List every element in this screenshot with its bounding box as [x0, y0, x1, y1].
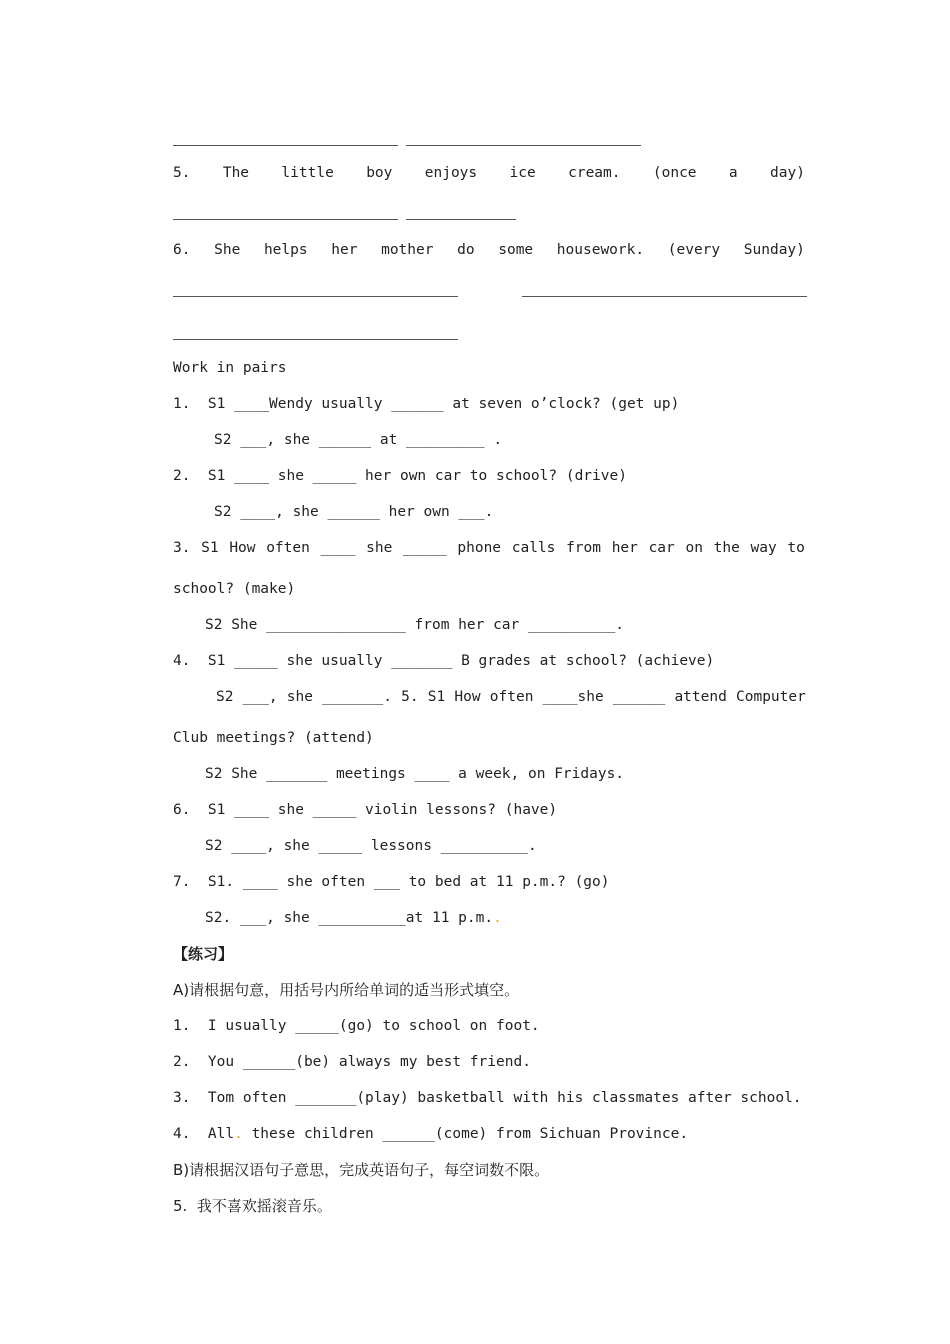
pair-answer-4-word: Computer [736, 689, 806, 705]
question-6-word: helps [263, 242, 308, 258]
question-5-word: ice [509, 165, 536, 181]
pair-question-3-word: the [713, 540, 740, 556]
pair-answer-6: S2 ____, she _____ lessons __________. [205, 838, 537, 854]
practice-heading: 【练习】 [173, 945, 234, 963]
pair-answer-5: S2 She _______ meetings ____ a week, on Fridays. [205, 766, 625, 782]
question-5-word: cream. [568, 165, 621, 181]
question-5-word: (once [652, 165, 697, 181]
practice-a-2: 2. You ______(be) always my best friend. [173, 1054, 531, 1070]
question-6-word: do [457, 242, 475, 258]
pair-question-3-word: to [787, 540, 805, 556]
pair-answer-4-word: ___, [242, 689, 278, 705]
pair-question-7: 7. S1. ____ she often ___ to bed at 11 p.m.? (go) [173, 874, 610, 890]
question-6-word: her [331, 242, 358, 258]
pair-question-3-word: she [366, 540, 393, 556]
pair-answer-4-word: she [286, 689, 313, 705]
answer-line [173, 219, 398, 220]
practice-a-4 [173, 1124, 807, 1144]
question-6-word: She [214, 242, 241, 258]
pair-answer-7-text: S2. ___, she __________at 11 p.m. [205, 910, 494, 926]
practice-b-5: 5. 我不喜欢摇滚音乐。 [173, 1197, 332, 1215]
question-6-word: some [498, 242, 534, 258]
question-5-word: little [281, 165, 334, 181]
question-6 [173, 240, 805, 260]
pair-question-3-word: How [229, 540, 256, 556]
pair-answer-2: S2 ____, she ______ her own ___. [214, 504, 494, 520]
pair-question-3-word: ____ [320, 540, 356, 556]
pair-answer-4-word: attend [674, 689, 727, 705]
pair-question-6: 6. S1 ____ she _____ violin lessons? (have) [173, 802, 558, 818]
question-5 [173, 163, 805, 183]
practice-b-instruction: B)请根据汉语句子意思，完成英语句子，每空词数不限。 [173, 1161, 550, 1179]
question-5-word: 5. [173, 165, 191, 181]
answer-line [173, 145, 398, 146]
pair-question-5-cont: Club meetings? (attend) [173, 730, 374, 746]
pair-question-3-word: on [685, 540, 703, 556]
highlight-dot: . [234, 1126, 243, 1142]
question-6-word: housework. [556, 242, 645, 258]
practice-a-1: 1. I usually _____(go) to school on foot. [173, 1018, 540, 1034]
pair-answer-1: S2 ___, she ______ at _________ . [214, 432, 503, 448]
pair-question-3 [173, 538, 805, 558]
pair-question-3-word: car [648, 540, 675, 556]
section-heading: Work in pairs [173, 360, 287, 376]
pair-question-3-word: from [566, 540, 601, 556]
pair-question-2: 2. S1 ____ she _____ her own car to school? (drive) [173, 468, 627, 484]
pair-answer-4-word: S1 [427, 689, 446, 705]
pair-answer-4-word: 5. [401, 689, 419, 705]
pair-answer-4-word: ____she [542, 689, 604, 705]
answer-line [522, 296, 807, 297]
pair-answer-4-word: _______. [322, 689, 392, 705]
pair-question-3-word: way [750, 540, 777, 556]
pair-question-3-word: S1 [201, 540, 219, 556]
practice-a-4-post: these children ______(come) from Sichuan Province. [242, 1126, 689, 1142]
question-6-word: 6. [173, 242, 191, 258]
pair-question-3-word: _____ [403, 540, 447, 556]
pair-question-4: 4. S1 _____ she usually _______ B grades at school? (achieve) [173, 653, 715, 669]
question-5-word: a [728, 165, 738, 181]
question-6-word: (every [667, 242, 721, 258]
highlight-dot: . [493, 910, 502, 926]
question-5-word: The [222, 165, 250, 181]
answer-line [406, 219, 516, 220]
pair-answer-4-word: often [489, 689, 534, 705]
pair-question-3-word: often [266, 540, 310, 556]
answer-line [173, 339, 458, 340]
pair-question-3-word: 3. [173, 540, 191, 556]
practice-a-3: 3. Tom often _______(play) basketball with his classmates after school. [173, 1090, 802, 1106]
answer-line [406, 145, 641, 146]
pair-question-3-word: her [611, 540, 638, 556]
practice-a-instruction: A)请根据句意，用括号内所给单词的适当形式填空。 [173, 981, 520, 999]
pair-answer-4-question-5 [216, 687, 806, 707]
pair-question-3-word: calls [511, 540, 556, 556]
pair-question-3-cont: school? (make) [173, 581, 296, 597]
pair-answer-4-word: S2 [216, 689, 234, 705]
question-5-word: enjoys [424, 165, 478, 181]
question-6-word: mother [381, 242, 434, 258]
practice-a-4-pre: 4. All [173, 1126, 235, 1142]
pair-question-3-word: phone [457, 540, 502, 556]
pair-answer-3: S2 She ________________ from her car __________. [205, 617, 625, 633]
answer-line [173, 296, 458, 297]
question-5-word: day) [770, 165, 805, 181]
pair-answer-4-word: ______ [612, 689, 666, 705]
pair-question-1: 1. S1 ____Wendy usually ______ at seven o’clock? (get up) [173, 396, 680, 412]
question-6-word: Sunday) [743, 242, 805, 258]
question-5-word: boy [366, 165, 393, 181]
pair-answer-7 [205, 908, 807, 928]
pair-answer-4-word: How [454, 689, 481, 705]
